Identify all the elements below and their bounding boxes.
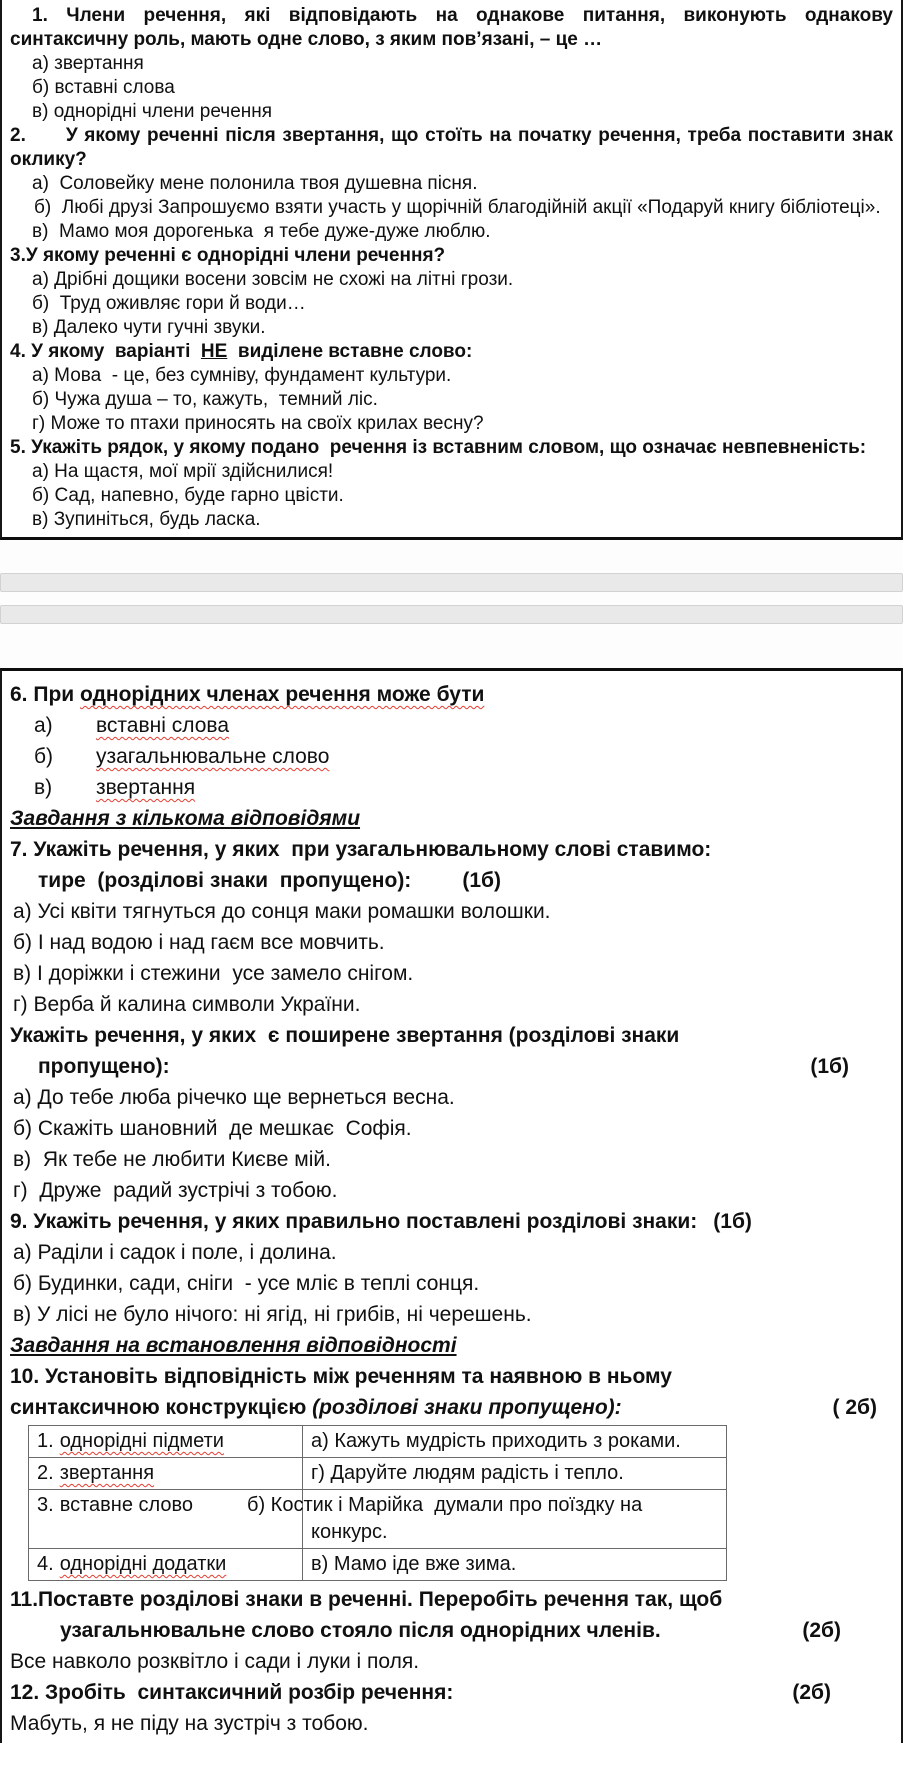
matching-item-number: 1.: [37, 1430, 54, 1452]
question-11-stem-continuation: узагальнювальне слово стояло після однорідних членів.: [60, 1619, 661, 1642]
matching-right-cell-4: в) Мамо іде вже зима.: [303, 1549, 727, 1581]
question-11-score: (2б): [802, 1619, 841, 1642]
question-6-stem: [10, 679, 893, 710]
question-11-stem-line-2: [10, 1615, 893, 1646]
page-2: [0, 668, 903, 1743]
question-9-option-3: в) У лісі не було нічого: ні ягід, ні грибів, ні черешень.: [13, 1303, 532, 1326]
question-1-option-3: в) однорідні члени речення: [32, 101, 273, 122]
matching-row-2: [29, 1458, 727, 1490]
matching-item-label: однорідні додатки: [59, 1553, 227, 1575]
matching-item-label: звертання: [59, 1462, 155, 1484]
question-4: [10, 340, 893, 436]
matching-row-3: [29, 1490, 727, 1549]
section-header-matching: Завдання на встановлення відповідності: [10, 1334, 457, 1357]
question-11-sentence: Все навколо розквітло і сади і луки і поля.: [10, 1650, 420, 1673]
question-7-option-4: г) Верба й калина символи України.: [13, 993, 361, 1016]
question-8-stem-continuation: пропущено):: [38, 1055, 170, 1078]
question-8-option-4: г) Друже радий зустрічі з тобою.: [13, 1179, 338, 1202]
question-5: [10, 436, 893, 532]
question-8-stem: Укажіть речення, у яких є поширене звертання (розділові знаки: [10, 1024, 680, 1047]
section-header-multiple-answers: Завдання з кількома відповідями: [10, 807, 361, 830]
matching-item-label: вставне слово: [59, 1494, 194, 1516]
question-6-option-3: [10, 772, 893, 803]
option-letter: б): [34, 745, 54, 768]
question-10-stem-continuation: [10, 1392, 622, 1423]
question-5-option-3: в) Зупиніться, будь ласка.: [32, 509, 261, 530]
option-letter: в): [34, 776, 53, 799]
question-3: [10, 244, 893, 340]
question-1-option-2: б) вставні слова: [32, 77, 175, 98]
question-7-option-3: в) І доріжки і стежини усе замело снігом.: [13, 962, 414, 985]
question-9-score: (1б): [713, 1210, 752, 1233]
question-10-stem-line-2: [10, 1392, 893, 1423]
question-9-stem: [10, 1206, 893, 1237]
question-6-option-1: [10, 710, 893, 741]
option-label: вставні слова: [96, 714, 230, 737]
question-10-score: ( 2б): [832, 1396, 877, 1419]
matching-row-4: [29, 1549, 727, 1581]
matching-table: [28, 1425, 727, 1581]
option-letter: а): [34, 714, 53, 737]
question-7-option-2: б) І над водою і над гаєм все мовчить.: [13, 931, 385, 954]
question-8-stem-line-2: [10, 1051, 893, 1082]
matching-right-cell-1: а) Кажуть мудрість приходить з роками.: [303, 1426, 727, 1458]
question-3-option-3: в) Далеко чути гучні звуки.: [32, 317, 266, 338]
matching-left-cell-4: [29, 1549, 303, 1581]
question-12-score: (2б): [792, 1681, 831, 1704]
question-6-stem-spellcheck: однорідних членах речення може бути: [80, 683, 485, 706]
question-4-option-3: г) Може то птахи приносять на своїх крилах весну?: [32, 413, 484, 434]
question-9-option-2: б) Будинки, сади, сніги - усе мліє в теплі сонця.: [13, 1272, 480, 1295]
matching-row-1: [29, 1426, 727, 1458]
matching-item-label: однорідні підмети: [59, 1430, 224, 1452]
question-4-stem-suffix: виділене вставне слово:: [227, 341, 473, 362]
matching-left-cell-2: [29, 1458, 303, 1490]
question-3-option-1: а) Дрібні дощики восени зовсім не схожі на літні грози.: [32, 269, 514, 290]
question-2-option-1: а) Соловейку мене полонила твоя душевна пісня.: [32, 173, 478, 194]
question-12-sentence: Мабуть, я не піду на зустріч з тобою.: [10, 1712, 369, 1735]
question-7-stem: 7. Укажіть речення, у яких при узагальнювальному слові ставимо:: [10, 838, 712, 861]
question-10-stem-plain-part: синтаксичною конструкцією: [10, 1396, 313, 1419]
option-label: узагальнювальне слово: [96, 745, 330, 768]
question-7-stem-line-2: [10, 865, 893, 896]
question-12: [10, 1677, 893, 1739]
question-11: [10, 1584, 893, 1677]
question-7: [10, 834, 893, 1020]
matching-right-cell-2: г) Даруйте людям радість і тепло.: [303, 1458, 727, 1490]
page-edge-bar-top: [0, 573, 903, 592]
question-5-stem: 5. Укажіть рядок, у якому подано речення із вставним словом, що означає невпевненість:: [10, 437, 867, 458]
question-4-stem: [10, 340, 893, 364]
question-12-stem: [10, 1677, 893, 1708]
question-2-option-3: в) Мамо моя дорогенька я тебе дуже-дуже люблю.: [32, 221, 491, 242]
question-3-stem: 3.У якому реченні є однорідні члени речення?: [10, 245, 446, 266]
question-5-option-1: а) На щастя, мої мрії здійснилися!: [32, 461, 334, 482]
matching-item-number: 4.: [37, 1553, 54, 1575]
question-8-option-2: б) Скажіть шановний де мешкає Софія.: [13, 1117, 412, 1140]
question-9-option-1: а) Раділи і садок і поле, і долина.: [13, 1241, 337, 1264]
matching-left-cell-1: [29, 1426, 303, 1458]
question-6: [10, 679, 893, 803]
page-edge-bar-bottom: [0, 605, 903, 624]
question-7-score: (1б): [462, 869, 501, 892]
question-6-option-2: [10, 741, 893, 772]
question-1-option-1: а) звертання: [32, 53, 144, 74]
question-7-option-1: а) Усі квіти тягнуться до сонця маки ромашки волошки.: [13, 900, 551, 923]
question-10: [10, 1361, 893, 1581]
question-12-stem-text: 12. Зробіть синтаксичний розбір речення:: [10, 1681, 454, 1704]
question-8-score: (1б): [810, 1055, 849, 1078]
question-4-stem-ne-underlined: НЕ: [200, 341, 228, 362]
question-8: [10, 1020, 893, 1206]
question-8-option-3: в) Як тебе не любити Києве мій.: [13, 1148, 331, 1171]
question-9-stem-text: 9. Укажіть речення, у яких правильно поставлені розділові знаки:: [10, 1210, 698, 1233]
question-4-stem-prefix: 4. У якому варіанті: [10, 341, 201, 362]
question-9: [10, 1206, 893, 1330]
question-10-stem-italic-part: (розділові знаки пропущено):: [312, 1396, 622, 1419]
page-1: [0, 0, 903, 540]
option-label: звертання: [96, 776, 196, 799]
question-10-stem: 10. Установіть відповідність між реченням та наявною в ньому: [10, 1365, 672, 1388]
matching-right-cell-3: б) Костик і Марійка думали про поїздку на конкурс.: [303, 1490, 727, 1549]
question-7-stem-continuation: тире (розділові знаки пропущено):: [38, 869, 412, 892]
question-2: [10, 124, 893, 244]
page-break-gap: [0, 540, 903, 668]
question-1-stem: 1. Члени речення, які відповідають на однакове питання, виконують однакову синтаксичну роль, мають одне слово, з яким пов’язані, – це …: [10, 5, 893, 50]
question-4-option-1: а) Мова - це, без сумніву, фундамент культури.: [32, 365, 452, 386]
question-2-stem: 2. У якому реченні після звертання, що стоїть на початку речення, треба поставити знак оклику?: [10, 125, 893, 170]
question-8-option-1: а) До тебе люба річечко ще вернеться весна.: [13, 1086, 455, 1109]
matching-item-number: 3.: [37, 1494, 54, 1516]
question-5-option-2: б) Сад, напевно, буде гарно цвісти.: [32, 485, 344, 506]
matching-item-number: 2.: [37, 1462, 54, 1484]
question-1: [10, 4, 893, 124]
question-6-stem-prefix: 6. При: [10, 683, 81, 706]
question-2-option-2: б) Любі друзі Запрошуємо взяти участь у щорічній благодійній акції «Подаруй книгу бібліотеці».: [34, 197, 881, 218]
question-4-option-2: б) Чужа душа – то, кажуть, темний ліс.: [32, 389, 378, 410]
question-11-stem: 11.Поставте розділові знаки в реченні. Переробіть речення так, щоб: [10, 1588, 723, 1611]
question-3-option-2: б) Труд оживляє гори й води…: [32, 293, 306, 314]
